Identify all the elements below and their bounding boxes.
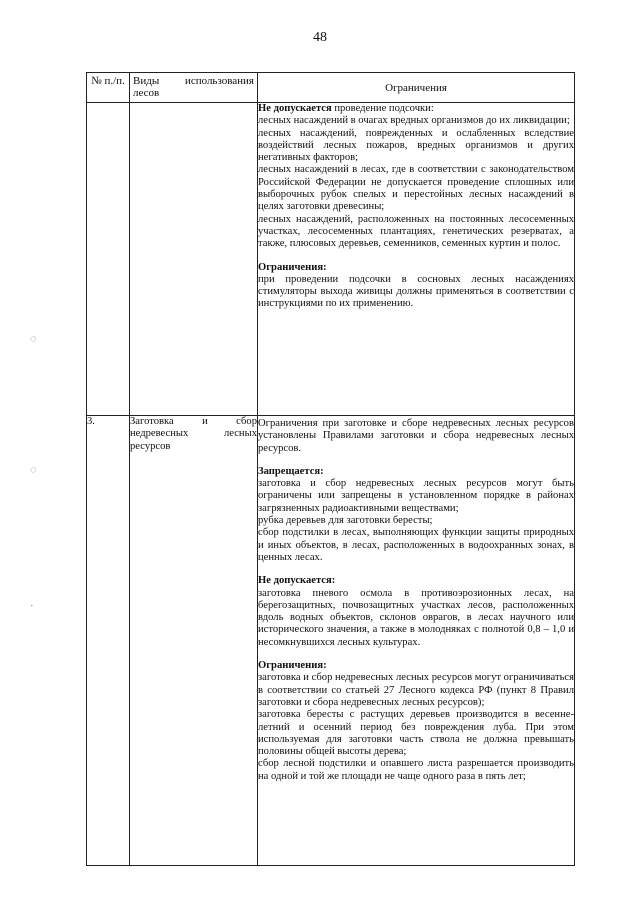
- restriction-item: лесных насаждений в лесах, где в соответствии с законодательством Российской Федерации не допускается проведение сплошных или выборочных рубок спелых и перестойных лесных насаждений в целях заготовки древесины;: [258, 164, 574, 213]
- block-heading: Не допускается: [258, 103, 332, 114]
- block-heading: Запрещается:: [258, 465, 324, 477]
- row-number: 3.: [87, 416, 130, 866]
- restriction-item: лесных насаждений в очагах вредных организмов до их ликвидации;: [258, 115, 570, 127]
- block-heading-rest: проведение подсочки:: [331, 103, 434, 114]
- page-number: 48: [313, 30, 327, 45]
- restriction-block-not-allowed: [258, 575, 574, 649]
- restriction-item: лесных насаждений, расположенных на постоянных лесосеменных участках, лесосеменных плантациях, генетических резерватах, а также, плюсовых деревьев, семенников, семенных куртин и полос.: [258, 213, 574, 250]
- restriction-item: заготовка пневого осмола в противоэрозионных лесах, на берегозащитных, почвозащитных участках лесов, расположенных вдоль водных объектов, склонов оврагов, в лесах научного или исторического значения, а также в молодняках с полнотой 0,8 – 1,0 и несомкнувшихся лесных культурах.: [258, 587, 574, 648]
- table-row: [87, 416, 575, 866]
- scan-artifact-mark: ◌: [30, 464, 37, 476]
- row-number: [87, 103, 130, 416]
- scan-artifact-mark: ·: [30, 600, 34, 612]
- header-number: № п./п.: [87, 73, 130, 103]
- block-heading: Не допускается:: [258, 575, 336, 587]
- row-restrictions: [258, 103, 575, 416]
- scan-artifact-mark: ◌: [30, 333, 37, 345]
- restriction-item: рубка деревьев для заготовки бересты;: [258, 515, 433, 527]
- table-row: [87, 103, 575, 416]
- restriction-block-prohibited: [258, 466, 574, 564]
- restriction-item: заготовка бересты с растущих деревьев производится в весенне-летний и осенний период без повреждения луба. При этом используемая для заготовки часть ствола не должна превышать половины общей высоты дерева;: [258, 709, 574, 758]
- restriction-item: заготовка и сбор недревесных лесных ресурсов могут быть ограничены или запрещены в установленном порядке в районах загрязненных радиоактивными веществами;: [258, 478, 574, 514]
- restriction-intro: [258, 418, 574, 455]
- header-usage-type: Виды использования лесов: [130, 73, 258, 103]
- restriction-block-limits: [258, 262, 574, 311]
- restriction-item: сбор лесной подстилки и опавшего листа разрешается производить на одной и той же площади не чаще одного раза в пять лет;: [258, 758, 574, 782]
- row-usage-type: [130, 103, 258, 416]
- restriction-item: заготовка и сбор недревесных лесных ресурсов могут ограничиваться в соответствии со статьей 27 Лесного кодекса РФ (пункт 8 Правил заготовки и сбора недревесных лесных ресурсов);: [258, 672, 574, 708]
- intro-text: Ограничения при заготовке и сборе недревесных лесных ресурсов установлены Правилами заготовки и сбора недревесных лесных ресурсов.: [258, 418, 574, 454]
- header-restrictions: Ограничения: [258, 73, 575, 103]
- table-header-row: [87, 73, 575, 103]
- restriction-item: при проведении подсочки в сосновых лесных насаждениях стимуляторы выхода живицы должны применяться в соответствии с инструкциями по их применению.: [258, 273, 574, 310]
- restrictions-table: [86, 72, 575, 866]
- restriction-block-limits: [258, 660, 574, 783]
- row-usage-type: Заготовка и сбор недревесных лесных ресурсов: [130, 416, 258, 866]
- block-heading: Ограничения:: [258, 660, 327, 672]
- restriction-item: лесных насаждений, поврежденных и ослабленных вследствие воздействий лесных пожаров, вредных организмов и других негативных факторов;: [258, 127, 574, 164]
- restriction-block-not-allowed: [258, 103, 574, 251]
- block-heading: Ограничения:: [258, 261, 327, 273]
- restriction-item: сбор подстилки в лесах, выполняющих функции защиты природных и иных объектов, в лесах, расположенных в водоохранных зонах, в ценных лесах.: [258, 527, 574, 563]
- row-restrictions: [258, 416, 575, 866]
